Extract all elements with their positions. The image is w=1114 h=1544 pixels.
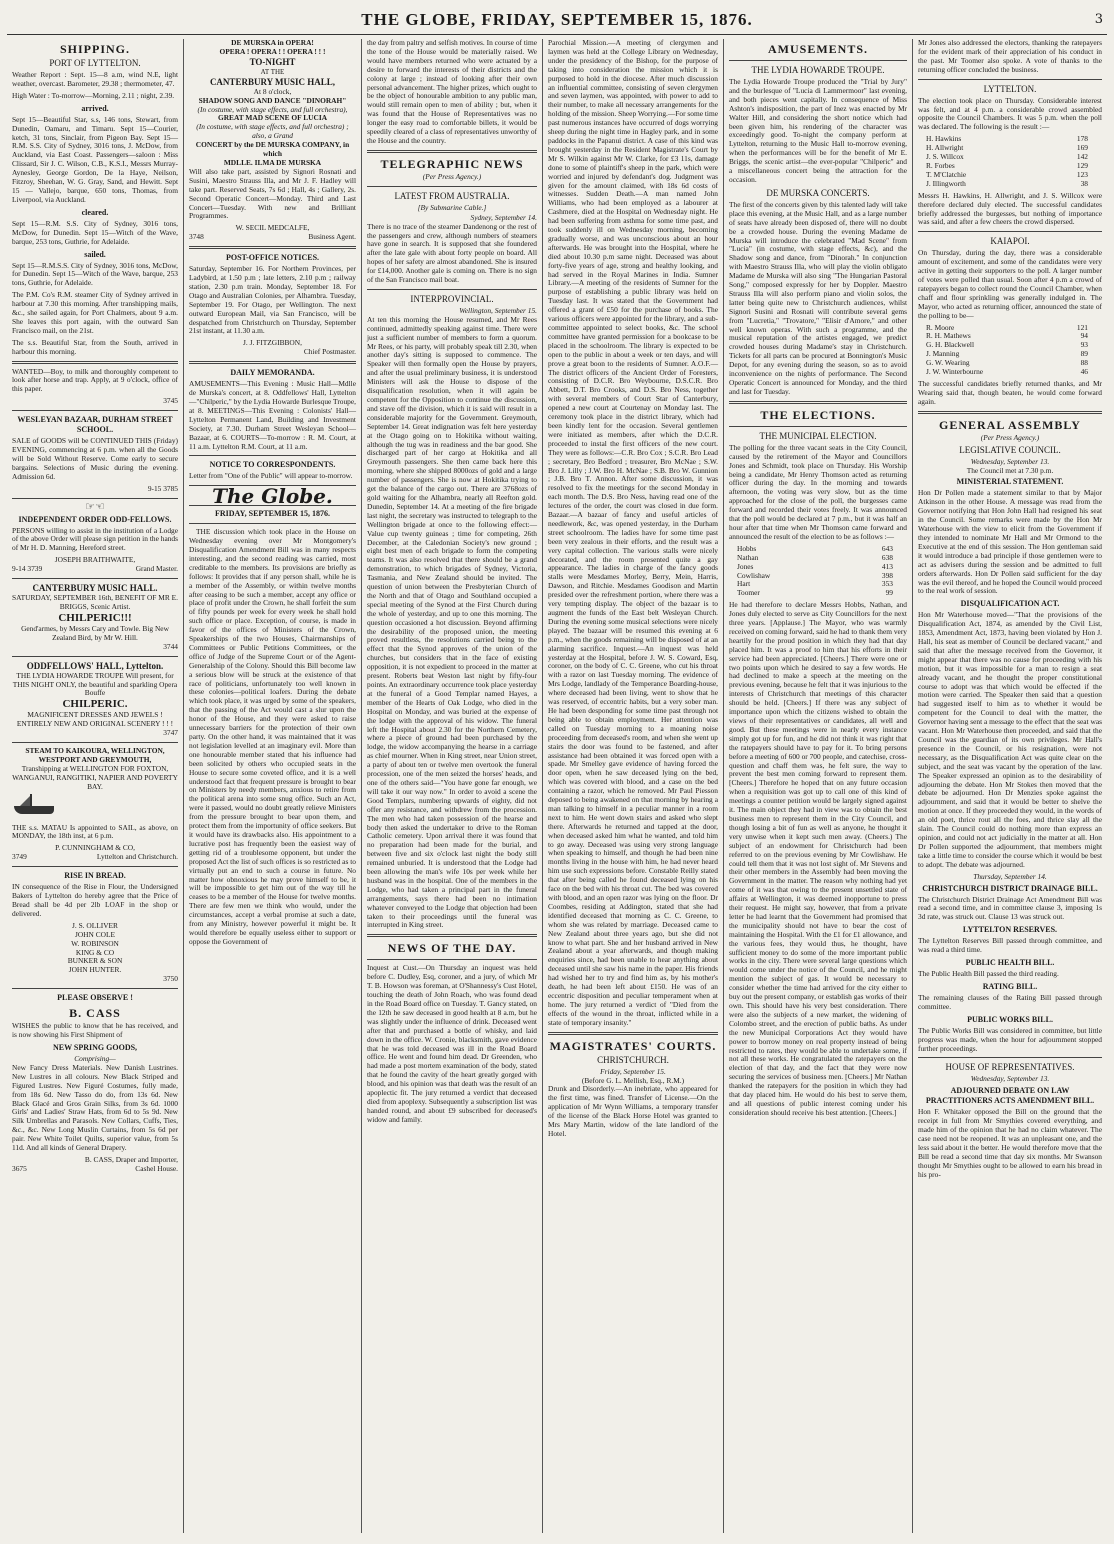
australia-dateline: Sydney, September 14. [470,212,537,222]
lydia-heading: THE LYDIA HOWARDE TROUPE. [751,65,885,75]
disqualification-body: Hon Mr Waterhouse moved—"That the provisions of the Disqualification Act, 1874, as amended by the Civil List, 1853, Amendment Act, 1873, having been violated by Hon J. Hall, his seat as member of Council be declared vacant," and said that after the message received from the Governor, it might appear that there was no cause for proceeding with his motion, but it was impossible for a man to resign a seat already vacant, and he thought the proper constitutional course to adopt was that which would be effected if the motion were carried. The Speaker then said that a question had suggested itself to him as to whether it would be competent for the Council to deal with the matter, the Governor having sent a message to the effect that the seat was vacant. Hon Mr Waterhouse then proceeded, and said that the Council was the guardian of its own privileges. Mr Hall's presence in the Council, or his resignation, were not necessary, as the Disqualification Act was quite clear on the subject, and the seat was vacant by the operation of the law. The Speaker expressed an opinion as to the desirability of adjourning the debate. Hon Mr Stokes then moved that the debate be adjourned. Hon Dr Menzies spoke against the adjournment, and said that it would be better to shelve the motion at once. If they proceeded they would, in the words of an old poet, thrice rout all the foes, and thrice slay all the slain. The Council could do nothing more than express an opinion, and could not act judicially in the matter at all. Hon Dr Pollen supported the adjournment, that members might take a little time to consider the course which it would be best to adopt. The debate was adjourned. [918,610,1102,869]
poll-row [737,572,893,581]
magistrates-place: CHRISTCHURCH. [597,1054,669,1065]
oddfellows-hall-heading: ODDFELLOWS' HALL, Lyttelton. [26,660,164,671]
correspondents-heading: NOTICE TO CORRESPONDENTS. [209,460,336,470]
murska-agent: Business Agent. [308,232,356,242]
column-3 [362,39,543,1533]
magistrates-body: Drunk and Disorderly.—An inebriate, who appeared for the first time, was fined. Transfer of License.—On the application of Mr Wynn Williams, a temporary transfer of the license of the Black Horse Hotel was granted to Mrs Mary Martin, widow of the late landlord of the Hotel. [548,1084,718,1138]
candidate-name: Hart [737,579,751,589]
interprovincial-dateline: Wellington, September 15. [459,305,537,315]
post-office-title: Chief Postmaster. [303,347,356,357]
murska-time: At 8 o'clock, [253,86,292,96]
sailed-list: Sept 15—R.M.S.S. City of Sydney, 3016 tons, McDow, for Dunedin. Sept 15—Witch of the Wave, barque, 253 tons, Guthrie, for Adelaide. [12,260,178,288]
bread-heading: RISE IN BREAD. [64,871,126,881]
baker-name: JOHN COLE [74,929,116,939]
divider [729,401,907,404]
elections-heading: THE ELECTIONS. [760,407,876,422]
cleared-heading: cleared. [81,207,109,217]
bread-notice: IN consequence of the Rise in Flour, the Undersigned Bakers of Lyttelton do hereby agree that the Price of Bread shall be 4d per 2lb LOAF in the shop or delivered. [12,882,178,918]
globe-nameplate: The Globe. [212,484,333,509]
rating-body: The remaining clauses of the Rating Bill passed through committee. [918,992,1102,1011]
murska-concerts-heading: DE MURSKA CONCERTS. [766,187,870,198]
candidate-name: H. Hawkins [926,134,962,144]
column-5 [724,39,913,1533]
matau-signature: P. CUNNINGHAM & CO, [55,843,135,853]
cass-signature: B. CASS, Draper and Importer, [84,1154,178,1164]
divider [12,866,178,867]
column-2 [184,39,362,1533]
handshake-icon: ☞☜ [85,500,105,513]
editorial-text: THE discussion which took place in the House on Wednesday evening over Mr Montgomery's Disqualification Amendment Bill was in many respects interesting, and the second reading was carried, most creditable to the members. Its provisions are briefly as follows: It provides that if any person shall, while he is a member of the Assembly, or within twelve months after ceasing to be such a member, accept any office or place of profit under the Crown, he shall forfeit the sum of fifty pounds per week for every week he shall hold such office or place. Exception, of course, is made in favor of the offices of Ministers of the Crown, Speakerships of the two Houses, Chairmanships of Committees or Public Petitions Committees, or the office of Judge of the Supreme Court or of the Agent-Generalship of the Colony. Should this Bill become law a serious blow will be struck at the existence of that race of politicians, unfortunately too well known in these colonies—political loafers. During the debate which took place, it was urged by some of the speakers, that the passing of the Act would cast a slur upon the honor of the House, and they were asked to raise unnecessary barriers for the protection of their own party. On the other hand, it was maintained that it was not legislation levelled at an imaginary evil. More than one honourable member stated that his influence had been solicited by others who occupied seats in the House to secure some coveted office, and it is a well understood fact that frequent pressure is brought to bear on Ministers by needy members, anxious to retire from the political arena into some snug office. Such an Act, were it passed, would no doubt greatly relieve Ministers from the pressure brought to bear upon them, and protect them from the importunity of office seekers. But it would have its drawbacks also. His appointment to a lucrative post has frequently been the easiest way of getting rid of a troublesome opponent, but under the proposed Act the list of such offices is so restricted as to virtually put an end to such a course in future. No matter how obnoxious he may prove himself to be, it will be impossible to get him out of the way till he ceases to be a member of the House for twelve months. There are few men we think who would, under the circumstances, accept a verbal promise at such a date, from any Ministry, however powerful it might be. It would therefore be equally useless either to support or oppose the Government of [189,527,356,946]
candidate-votes: 169 [1076,143,1088,153]
jones-body: Mr Jones also addressed the electors, thanking the ratepayers for the evident mark of their appreciation of his conduct in the past. Mr Toomer also spoke. A vote of thanks to the returning officer concluded the business. [918,39,1102,74]
masthead [7,4,1107,35]
public-works-body: The Public Works Bill was considered in committee, but little progress was made, when the hour for adjournment stopped further proceedings. [918,1025,1102,1053]
candidate-votes: 99 [885,588,893,598]
oddfellows-heading: INDEPENDENT ORDER ODD-FELLOWS. [18,514,172,524]
poll-row [926,368,1088,377]
poll-row [737,580,893,589]
divider [367,289,537,290]
newspaper-page [7,4,1107,1536]
bazaar-ad: SALE of GOODS will be CONTINUED THIS (Friday) EVENING, commencing at 6 p.m. when all the Goods will be Sold Without Reserve. Come early to secure bargains. Selections of Music during the evening. Admission 6d. [12,436,178,481]
murska-concert: CONCERT by the DE MURSKA COMPANY, in which [195,140,350,159]
candidate-votes: 129 [1076,160,1088,170]
candidate-name: Jones [737,561,754,571]
murska-ilma: MDLLE. ILMA DE MURSKA [223,157,322,167]
candidate-name: J. Illingworth [926,178,966,188]
christchurch-poll [729,545,907,601]
candidate-votes: 38 [1080,178,1088,188]
oddfellows-hall-body: THE LYDIA HOWARDE TROUPE Will present, for THIS NIGHT ONLY, the beautiful and sparkling Opera Bouffe [12,670,178,698]
divider [12,656,178,657]
interprovincial-heading: INTERPROVINCIAL. [410,293,494,304]
post-office-body: Saturday, September 16. For Northern Provinces, per Ladybird, at 1.50 p.m ; late letters, 2.10 p.m ; railway station, 2.30 p.m train. Monday, September 18. For Otago and Australian Colonies, per Alhambra. Tuesday, September 19. For Otago, per Wellington. The next outward European Mail, via San Francisco, will be despatched from Christchurch on Thursday, September 21st instant, at 11.30 a.m. [189,264,356,336]
australia-heading: LATEST FROM AUSTRALIA. [394,190,510,201]
please-observe: PLEASE OBSERVE ! [57,993,133,1003]
disqualification-heading: DISQUALIFICATION ACT. [960,599,1060,609]
cass-heading: B. CASS [69,1006,121,1021]
murska-shadow-note: (In costume, with stage effects, and full orchestra), [197,104,348,114]
oddfellows-hall-body-2: MAGNIFICENT DRESSES AND JEWELS ! ENTIRELY NEW AND ORIGINAL SCENERY ! ! ! [16,710,174,729]
wanted-ad-number: 3745 [163,396,178,406]
australia-source: [By Submarine Cable.] [417,202,487,212]
interprovincial-body: At ten this morning the House resumed, and Mr Rees continued, admittedly speaking against time. There were just a sufficient number of members to form a quorum. Mr Rees, or his party, will probably speak till 2.30, when another day's sitting is supposed to commence. The Speaker will then formally open the House by prayers, and after the usual preliminary business, it is understood Ministers will ask the House to dispose of the disqualification resolution, when it will again be competent for the Opposition to continue the discussion, and stave off the division, which it is said will result in a considerable majority for the Government. Greymouth, September 14. Great indignation was felt here yesterday at the Otago going on to Hokitika without waiting, although the tug was in readiness and the bar good. She discharged part of her cargo at Hokitika and all Greymouth passengers. She then came back here this morning, where she shipped 8000ozs of gold and a large number of passengers. She is now at Hokitika trying to get the balance of the cargo out. There are 3768ozs of gold waiting for the Alhambra, nearly all Reefton gold. Dunedin, September 14. At a meeting of the fire brigade last night, the secretary was instructed to telegraph to the Wellington brigade at once to the following effect:—Value cup twenty guineas ; time for competing, 26th December, at the Caledonian Society's new ground ; eight best men of each brigade to form the competing teams. It was also resolved that there should be a grand demonstration, to which brigades of Sydney, Victoria, Tasmania, and New Zealand should be invited. The question of union between the Presbyterian Church of the North and that of Otago and Southland occupied a special meeting of the Synod at the First Church during the whole of yesterday, and up to one this morning. The question occasioned a hot discussion. Beyond affirming the desirability of the proposed union, the meeting proved resultless, the resolutions carried being to the effect that the Synod approves of the union of the churches, but considers that in the face of existing opposition, it is not expedient to proceed in the matter at present. Roberts beat Weston last night by fifty-four points. An extraordinary occurrence took place yesterday at the funeral of a Good Templar named Hayes, a member of the Hearts of Oak Lodge, who died in the Hospital on Monday, and was buried at the expense of the lodge with the approval of his widow. The funeral left the Hospital about 2.30 for the Northern Cemetery, where a piece of ground had been purchased by the lodge, the widow accompanying the hearse in a carriage as chief mourner. When in King street, near Union street, a party of about ten or twelve men overtook the funeral procession, one of the men seized the horses' heads, and one of the others said—"You have gone far enough, we will take it our way now." In order to avoid a scene the Good Templars, numbering upwards of eighty, did not offer any resistance, and withdrew from the procession. The men who had taken possession of the hearse and body then asked the undertaker to drive to the Roman Catholic cemetery. Upon arrival there it was found that no preparation had been made for the burial, and between five and six o'clock last night the body still remained unburied. It is understood that the Lodge had been allowing the man's wife 10s per week while her husband was in the hospital. One of the members in the Lodge, who had taken a principal part in the funeral arrangements, says there had been no intimation whatever conveyed to the Lodge that objection had been taken to their proceedings until the funeral was interrupted in King street. [367,314,537,930]
house-heading: HOUSE OF REPRESENTATIVES. [945,1062,1075,1073]
matau-footer [12,853,178,862]
divider [729,426,907,427]
correspondents-body: Letter from "One of the Public" will appear to-morrow. [189,471,353,481]
steam-heading: STEAM TO KAIKOURA, WELLINGTON, WESTPORT AND GREYMOUTH, [25,746,165,764]
divider [918,231,1102,232]
candidate-name: J. S. Willcox [926,152,964,162]
general-assembly-source: (Per Press Agency.) [980,432,1040,442]
baker-name: BUNKER & SON [67,956,123,966]
cleared-list: Sept 15—R.M. S.S. City of Sydney, 3016 tons, McDow, for Dunedin. Sept 15—Witch of the Wave, barque, 253 tons, Guthrie, for Adelaide. [12,218,178,246]
column-4 [543,39,724,1533]
legislative-council-date: Wednesday, September 13. [970,456,1050,466]
murska-signature: W. SECIL MEDCALFE, [235,223,310,233]
divider [918,79,1102,80]
amusements-heading: AMUSEMENTS. [767,42,868,56]
adjourned-debate-body: Hon F. Whitaker opposed the Bill on the ground that the receipt in full from Mr Smythies covered everything, and made him of the opinion that he had no claim whatever. The case need not be reopened. It was an unpleasant one, and the less said about it the better. He would therefore move that the Bill be read a second time that day six months. Mr Swanson thought Mr Smythies ought to be allowed to earn his bread in his pro- [918,1107,1102,1179]
candidate-votes: 353 [881,579,893,589]
local-news-body: Parochial Mission.—A meeting of clergymen and laymen was held at the College Library on Wednesday, under the presidency of the Bishop, for the purpose of taking into consideration the mission which it is purposed to hold in the diocese. After much discussion an influential committee, consisting of seven clergymen and seven laymen, was appointed, with power to add to their number, to make all necessary arrangements for the holding of the mission. Sheep Worrying.—For some time past numerous instances have occurred of dogs worrying sheep during the night time in Hagley park, and in some paddocks in the Papanui district. A case of this kind was brought yesterday in the Resident Magistrate's Court by Mr S. Wilkin against Mr W. Clarke, for £3 11s, damage done to some of plaintiff's sheep in the park, which were worried and injured by defendant's dog. Judgment was given for the amount claimed, with 18s 6d costs of witnesses. Sudden Death.—A man named John Williams, who had been employed as a labourer at Cashmere, died at the Hospital on Wednesday night. He had been suffering from asthma for some time past, and took suddenly ill on Wednesday morning, becoming gradually worse, and was unconscious about an hour afterwards. He was brought into the Hospital, where he died about 10.30 p.m same night. Deceased was about forty-five years of age, strong and healthy looking, and had served in the Royal Marines in India. Sumner Library.—A meeting of the residents of Sumner for the purpose of establishing a public library was held on Tuesday last. It was stated that the Government had offered a grant of £50 for the purchase of books. The various officers were appointed for the library, and a sub-committee appointed to select books, &c. The school committee have granted permission for a bookcase to be placed in the schoolroom. The library is expected to be open to the public in about a week or ten days, and will prove a great boon to the residents of Sumner. A.O.F.—The district officers of the Ancient Order of Foresters, consisting of D.C.R. Bro Weybourne, D.S.C.R. Bro Abbett, D.T. Bro Crooks, and D.S. Bro Ness, together with several members of Court Star of Canterbury, opened a new court at Courtenay on Monday last. The ceremony took place in the district library, which had been kindly lent for the occasion. Several gentlemen were initiated as members, after which the D.C.R. proceeded to instal the first officers of the new court. They were as follows:—C.R. Bro Cox ; S.C.R. Bro Lead ; secretary, Bro Bedford ; treasurer, Bro McNae ; S.W. Bro J. Lilly ; J.W. Bro H. McNae ; S.B. Bro W. Gunnion ; J.B. Bro T. Annon. After some discussion, it was resolved to fix the meetings for the second Monday in each month. The D.S. Bro Ness, having read one of the lectures of the order, the court was closed in due form. Bazaar.—A bazaar of fancy and useful articles of needlework, &c, was opened yesterday, in the Durham street schoolroom. The ladies have for some time past been very zealous in their efforts, and the result was a very capital collection. The various stalls were nicely decorated, and the room presented quite a gay appearance. The ladies in charge of the fancy goods stalls were Mesdames Morley, Berry, Mein, Harris, Dawson, and Ritchie. Mesdames Goodison and Martin presided over the refreshment portion, where there was a very tempting display. The object of the bazaar is to augment the funds of the East belt Wesleyan Church. During the evening some musical selections were nicely played. The bazaar will be resumed this evening at 6 p.m., when the goods remaining will be disposed of at an alarming sacrifice. Inquest.—An inquest was held yesterday at the Hospital, before J. W. S. Coward, Esq, coroner, on the body of C. C. Greene, who cut his throat with a razor on last Tuesday morning. The evidence of Mrs Lodge, landlady of the Temperance Boarding-house, where deceased had been living, went to show that he was reserved, of eccentric habits, but a very sober man. He had been desponding for some time past through not being able to obtain employment. Her attention was called on Tuesday morning to a moaning noise proceeding from deceased's room, and when she went up stairs the door was found to be fastened, and after assistance had been obtained it was forced open with a spade. Mr Smelley gave evidence of having forced the door open, when he saw deceased lying on the bed, which was covered with blood, and a case on the bed containing a razor, which he removed. Mr Paul Piesson deposed to being awakened on that morning by hearing a man talking to himself in a peculiar manner in a room next to him. He went down stairs and asked who slept there. Afterwards he returned and tapped at the door, when deceased asked him what he wanted, and told him to go away. Deceased was using very strong language when speaking to himself, and though he had been nine months living in the house with him, he had never heard him use such expressions before. Constable Reilly stated that after being called he found deceased lying on his face on the bed with his throat cut. The bed was covered with blood, and an open razor was lying on the floor. Dr Coombes, residing at Addington, stated that she had identified deceased that morning as C. C. Greene, to whom she was related by marriage. Deceased came to New Zealand about three years ago, but she did not know to what part. She and her husband arrived in New Zealand about a year afterwards, and though making enquiries since, had been unable to hear anything about deceased until she saw his name in the paper. His friends had wished her to try and find him as, by his mother's death, he had been left about £150. He was of an eccentric disposition and peculiar temperament when at home. The jury returned a verdict of "Died from the effects of the wound in the throat, inflicted while in a state of temporary insanity." [548,39,718,1027]
divider [918,411,1102,414]
divider [367,934,537,937]
cass-address: Cashel House. [135,1163,178,1173]
murska-hall: CANTERBURY MUSIC HALL, [209,76,336,87]
candidate-votes: 94 [1080,331,1088,341]
ministerial-body: Hon Dr Pollen made a statement similar to that by Major Atkinson in the other House. A message was read from the Governor notifying that Hon John Hall had resigned his seat in the Council. Some remarks were made by the Hon Mr Waterhouse with the view to elicit from the Government if they intended to nominate Mr Hall and Mr Ormond to the Executive at the end of this session. The Hon gentleman said it would introduce a bad principle if those gentlemen were to act as advisers during the session and be admitted to full orders afterwards. Hon Dr Pollen said sufficient for the day was the evil thereof, and he hoped the Council would proceed to the real work of session. [918,488,1102,596]
magistrates-date: Friday, September 15. [600,1066,666,1076]
candidate-votes: 142 [1076,152,1088,162]
post-office-heading: POST-OFFICE NOTICES. [225,253,320,263]
candidate-votes: 88 [1080,358,1088,368]
page-number: 3 [1094,12,1103,27]
oddfellows-signature: JOSEPH BRAITHWAITE, [54,555,136,565]
drainage-body: The Christchurch District Drainage Act Amendment Bill was read a second time, and in committee clause 3, imposing 1s 3d rate, was struck out. Clause 13 was struck out. [918,894,1102,922]
poll-row [737,545,893,554]
music-hall-ad [12,583,178,652]
candidate-name: Nathan [737,552,759,562]
news-of-the-day-heading: NEWS OF THE DAY. [387,941,517,956]
divider [12,410,178,411]
murska-footer [189,233,356,242]
adjourned-debate-heading: ADJOURNED DEBATE ON LAW PRACTITIONERS ACTS AMENDMENT BILL. [925,1086,1095,1106]
drainage-heading: CHRISTCHURCH DISTRICT DRAINAGE BILL. [922,883,1098,893]
divider [12,578,178,579]
matau-address: Lyttelton and Christchurch. [96,852,178,862]
bazaar-heading: WESLEYAN BAZAAR, DURHAM STREET SCHOOL. [17,415,173,435]
legislative-council-heading: LEGISLATIVE COUNCIL. [959,444,1061,455]
candidate-name: J. W. Winterbourne [926,367,984,377]
candidate-name: Hobbs [737,543,757,553]
cass-comprising: Comprising— [74,1053,116,1063]
murska-opera: OPERA ! OPERA ! ! OPERA ! ! ! [219,46,326,56]
bakers-list [12,922,178,975]
oddfellows-hall-title: CHILPERIC. [62,698,128,711]
candidate-name: G. H. Blackwell [926,340,975,350]
music-hall-heading: CANTERBURY MUSIC HALL. [32,583,158,594]
telegraphic-source: (Per Press Agency.) [422,171,482,181]
column-1 [7,39,184,1533]
australia-body: There is no trace of the steamer Dandenong or the rest of the passengers and crew, although numbers of steamers have gone in search. It is supposed that she foundered after the late gale with about forty people on board. All hopes of her safety are almost abandoned. She is insured for £14,000. Another gale is coming on. There is no sign of the San Francisco mail boat. [367,221,537,285]
steam-ad [12,747,178,792]
lyttelton-body: The election took place on Thursday. Considerable interest was felt, and at 4 p.m. a considerable crowd assembled opposite the Council Chambers. It was 5 p.m. when the poll was declared. The following is the result :— [918,95,1102,132]
municipal-heading: THE MUNICIPAL ELECTION. [759,430,877,441]
kaiapoi-poll [918,324,1102,380]
masthead-title: THE GLOBE, FRIDAY, SEPTEMBER 15, 1876. [361,10,753,29]
music-hall-ad-number: 3744 [163,641,178,651]
news-of-the-day-body: Inquest at Cust.—On Thursday an inquest was held before C. Dudley, Esq, coroner, and a jury, of which Mr T. B. Howson was foreman, at O'Shannessy's Cust Hotel, touching the death of John Roach, who was found dead in the Road Board office on Tuesday. T. Gancy stated, on the 12th he saw deceased in good health at 8 a.m, but he was slightly under the influence of drink. Deceased went after that and purchased a bottle of whisky, and laid down in the office. W. Cronie, blacksmith, gave evidence that he was told deceased was ill in the Road Board office. He went and found him dead. Dr Greenden, who had made a post mortem examination of the body, stated that he found the cavity of the heart greatly gorged with blood, and his opinion was that death was the result of an apoplectic fit. The jury returned a verdict that deceased died from apoplexy. Subsequently a subscription list was handed round, and about £9 subscribed for deceased's widow and family. [367,963,537,1124]
murska-body: Will also take part, assisted by Signori Rosnati and Susini, Maestro Strauss Illa, and Mr J. F. Hadley will take part. Reserved Seats, 7s 6d ; Hall, 4s ; Gallery, 2s. Second Operatic Concert—Monday. Third and Last Concert—Tuesday. With new and Brilliant Programmes. [189,166,356,221]
divider [367,186,537,187]
candidate-name: H. Allwright [926,143,964,153]
murska-heading: DE MURSKA in OPERA! [231,39,314,47]
bread-ad-number: 3750 [163,974,178,984]
lyttelton-body-2: Messrs H. Hawkins, H. Allwright, and J. S. Willcox were therefore declared duly elected. The successful candidates briefly addressed the burgesses, but nothing of importance was said, and after a few cheers the crowd dispersed. [918,190,1102,227]
music-hall-title: CHILPERIC!!! [58,611,132,624]
general-assembly-heading: GENERAL ASSEMBLY [939,417,1081,432]
candidate-name: Cowlishaw [737,570,771,580]
candidate-name: R. H. Mathews [926,331,971,341]
divider [367,959,537,960]
reserves-body: The Lyttelton Reserves Bill passed through committee, and was read a third time. [918,936,1102,955]
murska-ad [189,39,356,168]
house-date: Wednesday, September 13. [970,1074,1050,1084]
candidate-name: G. W. Wearing [926,358,970,368]
candidate-votes: 46 [1080,367,1088,377]
shipping-heading: SHIPPING. [59,42,130,56]
pm-steamer-note: The P.M. Co's R.M. steamer City of Sydney arrived in harbour at 7.30 this morning. After transhipping mails, &c., she sailed again, for Port Chalmers, about 9 a.m. She leaves this port again, with the outward San Francisco mail, on the 21st. [12,290,178,335]
memoranda-body: AMUSEMENTS—This Evening : Music Hall—Mdlle de Murska's concert, at 8. Oddfellows' Hall, Lyttelton—"Chilperic," by the Lydia Howarde Burlesque Troupe, at 8. MEETINGS—This Evening : Colonists' Hall—Lyttelton Permanent Land, Building and Investment Society, at 7.30. Durham Street Wesleyan School—Bazaar, at 6. COURTS—To-morrow : R. M. Court, at 11 a.m. Lyttelton R.M. Court, at 11 a.m. [189,379,356,451]
oddfellows-hall-ad [12,661,178,738]
murska-shadow: SHADOW SONG AND DANCE "DINORAH" [198,95,347,105]
murska-mad-scene: GREAT MAD SCENE OF LUCIA [217,113,328,123]
kaiapoi-body: On Thursday, during the day, there was a considerable amount of excitement, and some of the candidates were very active in getting their supporters to the poll. A larger number of votes were polled than usual. Soon after 4 p.m a crowd of ratepayers began to collect round the Council Chamber, when chaff and flour sprinkling was generally indulged in. The Mayor, who acted as returning officer, announced the state of the polling to be— [918,248,1102,320]
lydia-body: The Lydia Howarde Troupe produced the "Trial by Jury" and the burlesque of "Lucia di Lammermoor" last evening, and both pieces went capitally. In consequence of Miss Ashton's indisposition, the part of Inez was enacted by Mr Walter Hill, and considering the short notice which had been given him, his rendering of the character was exceedingly good. To-night the company perform at Lyttelton, returning to the Music Hall to-morrow evening, when the performances will be for the benefit of Mr E. Briggs, the scenic artist—the ever-popular "Chilperic" and a miscellaneous concert being the attraction for the occasion. [729,77,907,184]
ship-icon [12,794,178,822]
cass-title: NEW SPRING GOODS, [52,1042,138,1052]
candidate-votes: 178 [1076,134,1088,144]
reserves-heading: LYTTELTON RESERVES. [962,925,1058,935]
post-office-signature: J. J. FITZGIBBON, [243,338,302,348]
candidate-votes: 89 [1080,349,1088,359]
candidate-name: Toomer [737,588,760,598]
candidate-votes: 398 [881,570,893,580]
divider [12,498,178,499]
divider [12,361,178,364]
cass-intro: WISHES the public to know that he has received, and is now showing his First Shipment of [12,1021,178,1040]
columns [7,39,1107,1533]
candidate-votes: 121 [1076,322,1088,332]
baker-name: JOHN HUNTER. [68,965,122,975]
editorial-body [189,528,356,947]
cass-footer [12,1165,178,1174]
matau-notice: THE s.s. MATAU Is appointed to SAIL, as above, on MONDAY, the 18th inst, at 6 p.m. [12,822,178,841]
candidate-name: T. M'Clatchie [926,169,967,179]
poll-row [737,589,893,598]
candidate-votes: 413 [881,561,893,571]
candidate-votes: 123 [1076,169,1088,179]
kaiapoi-heading: KAIAPOI. [990,236,1030,247]
weather-report: Weather Report : Sept. 15—8 a.m, wind N.E, light weather, overcast. Barometer, 29.38 ; thermometer, 47. [12,70,178,88]
bazaar-ad-number: 9-15 3785 [147,483,178,493]
divider [12,988,178,989]
divider [189,361,356,364]
high-water: High Water : To-morrow—Morning, 2.11 ; night, 2.39. [12,90,175,100]
music-hall-body-2: Gend'armes, by Messrs Cary and Towle. Big New Zealand Bird, by Mr W. Hill. [21,623,169,642]
cass-ad-number: 3675 [12,1163,27,1173]
editorial-continued: the day from paltry and selfish motives. In course of time the tone of the House would be materially raised. We would have members returned who were actuated by a desire to forward the interests of their districts and the colony at large ; instead of looking after their own personal advancement. The higher prizes, which ought to be the object of honourable ambition to any public man, would still remain open to men of ability ; but, when it was found that the House of Representatives was no longer the easy road to comfortable billets, it would be speedily cleared of a class of representatives unworthy of the House and the country. [367,39,537,145]
magistrates-heading: MAGISTRATES' COURTS. [549,1038,717,1053]
beautiful-star-note: The s.s. Beautiful Star, from the South, arrived in harbour this morning. [12,337,178,356]
divider [189,455,356,456]
oddfellows-hall-ad-number: 3747 [163,728,178,738]
divider [12,742,178,743]
divider [729,60,907,61]
candidate-name: J. Manning [926,349,960,359]
murska-concerts-body: The first of the concerts given by this talented lady will take place this evening, at the Music Hall, and as a large number of seats have already been disposed of, there will no doubt be a crowded house. During the evening Madame de Murska will introduce the celebrated "Mad Scene" from "Lucia" (in costume, with stage effects, &c), and the Shadow song and dance, from "Dinorah." In conjunction with Maestro Strauss Illa, who will play the violin obligato Madame de Murska will also sing "The Hungarian Pastoral Song," composed expressly for her by Doppler. Maestro Strauss Illa will also perform piano and violin solos, the latter being quite new to Christchurch audiences, whilst Signori Susini and Rosnati will contribute several gems from "Lucretia," "Trovatore," "Elisir d'Amore," and other well known operas. With such a programme, and the musical reputation of the artistes engaged, we predict crowded houses during Madame's stay in Christchurch. Tickets for all parts can be procured at Bonnington's Music Depot, for any evening during the season, so as to avoid inconvenience on the nights of performance. The Second Operatic Concert is announced for Monday, and the third and last for Tuesday. [729,199,907,396]
lyttelton-heading: LYTTELTON. [983,83,1037,94]
public-health-heading: PUBLIC HEALTH BILL. [965,958,1055,968]
divider [918,1057,1102,1058]
magistrates-before: (Before G. L. Mellish, Esq., R.M.) [581,1075,685,1085]
legislative-council-met: The Council met at 7.30 p.m. [966,465,1054,475]
oddfellows-ad: PERSONS willing to assist in the institution of a Lodge of the above Order will please sign petition in the hands of Mr H. D. Manning, Hereford street. [12,525,178,553]
candidate-name: R. Moore [926,322,955,332]
oddfellows-footer [12,565,178,574]
poll-row [926,180,1088,189]
kaiapoi-body-2: The successful candidates briefly returned thanks, and Mr Wearing said that, though beaten, he would come forward again. [918,379,1102,406]
baker-name: W. ROBINSON [71,938,119,948]
wanted-ad: WANTED—Boy, to milk and thoroughly competent to look after horse and trap. Apply, at 9 o'clock, office of this paper. [12,366,178,394]
divider [189,246,356,249]
divider [548,1032,718,1035]
oddfellows-title: Grand Master. [135,564,178,574]
murska-ad-number: 3748 [189,232,204,242]
murska-mad-note: (In costume, with stage effects, and full orchestra) ; also, a Grand [196,122,349,141]
arrived-heading: arrived. [81,103,109,113]
municipal-body: The polling for the three vacant seats in the City Council, caused by the retirement of the Mayor and Councillors Jones and Schmidt, took place on Thursday. His Worship being a candidate, Mr Henry Thomson acted as returning officer during the day. In the morning and towards afternoon, the voting was very slow, but as the time approached for the close of the poll, the burgesses came forward and recorded their votes freely. It was announced that the poll would be declared at 7 p.m., but it was half an hour after that time when Mr Thomson came forward and announced the result of the election to be as follows :— [729,442,907,541]
port-heading: PORT OF LYTTELTON. [49,58,141,68]
divider [189,523,356,524]
sailed-heading: sailed. [84,249,106,259]
candidate-votes: 638 [881,552,893,562]
memoranda-heading: DAILY MEMORANDA. [230,368,315,378]
steam-body: Transhipping at WELLINGTON FOR FOXTON, WANGANUI, RANGITIKI, NAPIER AND POVERTY BAY. [12,763,178,791]
poll-row [737,554,893,563]
column-6 [913,39,1107,1533]
cass-list: New Fancy Dress Materials. New Danish Lustrines. New Lustres in all colours. New Black Striped and Figured Lustres. New Figuré Costumes, fully made, from 18s 6d. New Tasso do do, from 13s 6d. New Black Glacé and Gros Grain Silks, from 3s 6d. 1000 Girls' and Ladies' Straw Hats, from 6d to 5s 9d. New Silk Umbrellas and Parasols. New Collars, Cuffs, Ties, &c., &c. New Long Muslin Curtains, from 5s 6d per pair. New White Toilet Quilts, superior value, from 5s 11d. And all kinds of General Drapery. [12,1062,178,1153]
rating-heading: RATING BILL. [982,981,1038,991]
public-health-body: The Public Health Bill passed the third reading. [918,969,1059,979]
murska-tonight: TO-NIGHT [249,56,296,67]
matau-ad-number: 3749 [12,852,27,862]
murska-at-the: AT THE [260,67,285,76]
baker-name: J. S. OLLIVER [72,920,118,930]
candidate-name: R. Forbes [926,160,955,170]
municipal-body-2: He had therefore to declare Messrs Hobbs, Nathan, and Jones duly elected to serve as City Councillors for the next three years. [Applause.] The Mayor, who was warmly received on coming forward, said he had to thank them very heartily for the proud position in which they had that day placed him. It was a proof to him that his efforts in their service had been appreciated. [Cheers.] There were one or two points upon which he desired to say a few words. He had declined to make a speech at the meeting on the previous evening, because he felt that it was injurious to the interests of Christchurch that meetings of this character should be held. [Cheers.] If there was any subject of importance upon which the citizens wished to obtain the views of their representatives or candidates, all well and good. But these meetings were in nearly every instance simply got up for fun, and he did not think it was right that the ratepayers should have to pay for it. To bring persons before a meeting of 600 or 700 people, and catechise, cross-question and chaff them was, he felt sure, the way to prevent the best men coming forward to represent them. [Cheers.] Therefore he hoped that on any future occasion when a requisition was got up to call one of this kind of meetings a counter petition would be largely signed against it. The main object they had in view was to obtain the best business men to represent them in the City Council, and though losing a bit of fun as well as anyone, he thought it very unwise when it kept such men away. (Cheers.) The subject of an endowment for Christchurch had been referred to on the previous evening by Mr Cowlishaw. He could tell them that it was not lost sight of. Mr Stevens and their other members in the Assembly had been moving the Government in the matter. The reason why nothing had yet come of it was that owing to the present unsettled state of affairs at Wellington, it was deemed inopportune to press their request. He might say, however, that from a private letter he had learnt that the Government had promised that the municipality should not have to bear the cost of maintaining the Hospital. With the £1 for £1 allowance, and the various fees, they would thus, he thought, have sufficient money to do some of the more important public works in the city. There were several large questions which would come under the notice of the Council, and he might mention the subject of gas. It would be necessary to consider whether the time had arrived for the city either to buy out the present company, or establish gas works of their own. This should have his very best consideration. There were also the subjects of a new market, the widening of Colombo street, and the erection of public baths. As under the new Municipal Corporations Act they would have power to borrow money on real property instead of being restricted to rates, they would be able to undertake some, if not all these works. He congratulated the ratepayers on the election of that day, and the fact that they were now securing the services of business men. [Cheers.] Mr Nathan thanked the ratepayers for the position in which they had that day placed him. He would do his best to serve them, and all questions of public interest coming under his consideration should receive his best attention. [Cheers.] [729,600,907,1117]
music-hall-body: SATURDAY, SEPTEMBER 16th, BENEFIT OF MR E. BRIGGS, Scenic Artist. [12,593,178,611]
divider [367,150,537,153]
thursday-date: Thursday, September 14. [973,871,1047,881]
telegraphic-heading: TELEGRAPHIC NEWS [380,156,524,171]
candidate-votes: 643 [881,543,893,553]
ministerial-heading: MINISTERIAL STATEMENT. [956,477,1064,487]
lyttelton-poll [918,135,1102,191]
public-works-heading: PUBLIC WORKS BILL. [967,1014,1053,1024]
baker-name: KING & CO [75,947,115,957]
arrived-list: Sept 15—Beautiful Star, s.s, 146 tons, Stewart, from Dunedin, Oamaru, and Timaru. Sept 15—Courier, ketch, 31 tons, Sinclair, from Pigeon Bay. Sept 15—R.M. S.S. City of Sydney, 3016 tons, J. McDow, from Auckland, via East Coast. Passengers—saloon : Miss Clissard, Sir J. C. Wilson, C.B., K.S.I., Messrs Murray-Aynesley, George Gordon, De la Haye, Neilson, Fitzroy, Sheehan, W. G. Gray, Sand, and Hewitt. Sept 15 — Vallejo, barque, 650 tons, Thomas, from Liverpool, via Auckland. [12,114,178,204]
editorial-dateline: FRIDAY, SEPTEMBER 15, 1876. [215,509,330,519]
candidate-votes: 93 [1080,340,1088,350]
oddfellows-ad-number: 9-14 3739 [12,564,43,574]
